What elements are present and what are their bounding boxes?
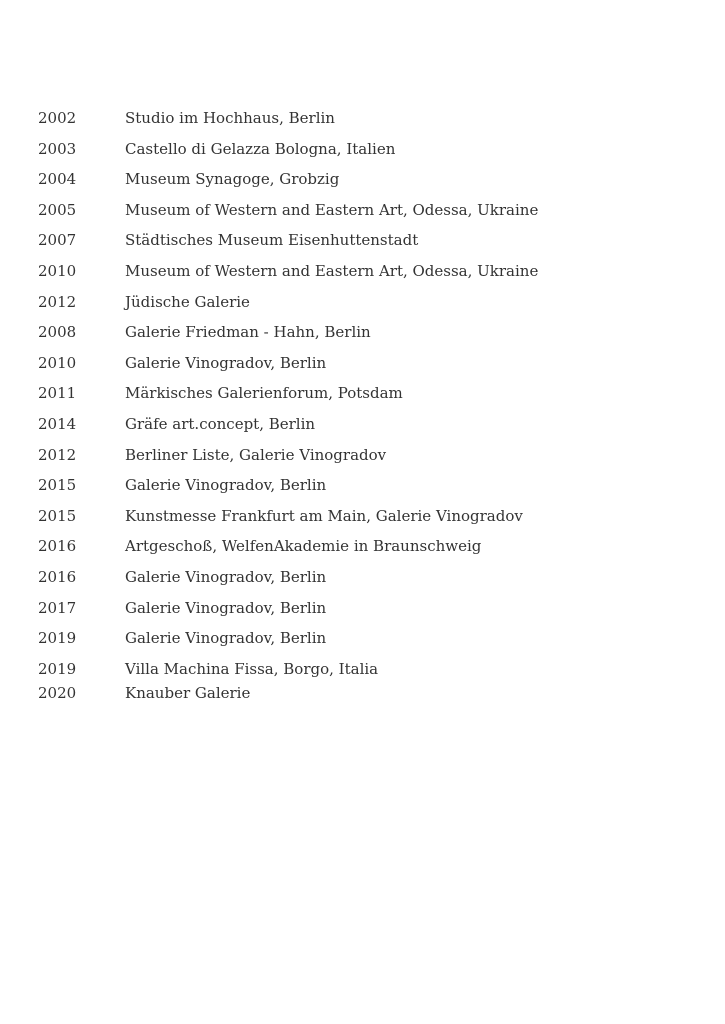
- exhibition-venue: Galerie Vinogradov, Berlin: [125, 567, 327, 586]
- exhibition-year: 2011: [38, 384, 77, 403]
- exhibition-year: 2010: [38, 261, 77, 280]
- exhibition-year: 2014: [38, 414, 77, 433]
- list-item: [38, 353, 698, 384]
- exhibition-venue: Artgeschoß, WelfenAkademie in Braunschweig: [125, 537, 482, 556]
- list-item: [38, 230, 698, 261]
- list-item: [38, 536, 698, 567]
- exhibition-venue: Jüdische Galerie: [125, 292, 250, 311]
- exhibition-venue: Galerie Friedman - Hahn, Berlin: [125, 323, 371, 342]
- list-item: [38, 292, 698, 323]
- exhibition-venue: Museum of Western and Eastern Art, Odessa, Ukraine: [125, 261, 539, 280]
- exhibition-year: 2019: [38, 659, 77, 678]
- exhibition-venue: Galerie Vinogradov, Berlin: [125, 476, 327, 495]
- list-item: [38, 200, 698, 231]
- exhibition-venue: Knauber Galerie: [125, 683, 251, 702]
- list-item: [38, 108, 698, 139]
- exhibition-venue: Castello di Gelazza Bologna, Italien: [125, 139, 396, 158]
- list-item: [38, 139, 698, 170]
- list-item: [38, 261, 698, 292]
- exhibition-year: 2003: [38, 139, 77, 158]
- exhibition-venue: Märkisches Galerienforum, Potsdam: [125, 384, 403, 403]
- list-item: [38, 567, 698, 598]
- list-item: [38, 169, 698, 200]
- exhibition-venue: Kunstmesse Frankfurt am Main, Galerie Vinogradov: [125, 506, 523, 525]
- exhibition-year: 2019: [38, 629, 77, 648]
- exhibition-year: 2016: [38, 537, 77, 556]
- exhibition-year: 2005: [38, 200, 77, 219]
- list-item: [38, 659, 698, 683]
- exhibition-year: 2008: [38, 323, 77, 342]
- exhibition-year: 2010: [38, 353, 77, 372]
- list-item: [38, 506, 698, 537]
- exhibition-year: 2020: [38, 683, 77, 702]
- exhibition-venue: Gräfe art.concept, Berlin: [125, 414, 316, 433]
- exhibition-year: 2007: [38, 231, 77, 250]
- exhibition-list: [38, 108, 698, 707]
- exhibition-venue: Museum of Western and Eastern Art, Odessa, Ukraine: [125, 200, 539, 219]
- exhibition-venue: Städtisches Museum Eisenhuttenstadt: [125, 231, 419, 250]
- exhibition-venue: Villa Machina Fissa, Borgo, Italia: [125, 659, 379, 678]
- list-item: [38, 445, 698, 476]
- exhibition-year: 2012: [38, 292, 77, 311]
- list-item: [38, 414, 698, 445]
- exhibition-year: 2017: [38, 598, 77, 617]
- exhibition-year: 2015: [38, 506, 77, 525]
- exhibition-venue: Studio im Hochhaus, Berlin: [125, 109, 335, 127]
- list-item: [38, 628, 698, 659]
- exhibition-venue: Galerie Vinogradov, Berlin: [125, 353, 327, 372]
- exhibition-year: 2002: [38, 109, 77, 127]
- exhibition-venue: Berliner Liste, Galerie Vinogradov: [125, 445, 387, 464]
- exhibition-year: 2015: [38, 476, 77, 495]
- exhibition-venue: Galerie Vinogradov, Berlin: [125, 629, 327, 648]
- exhibition-venue: Galerie Vinogradov, Berlin: [125, 598, 327, 617]
- exhibition-year: 2004: [38, 170, 77, 189]
- list-item: [38, 475, 698, 506]
- list-item: [38, 598, 698, 629]
- list-item: [38, 383, 698, 414]
- exhibition-year: 2012: [38, 445, 77, 464]
- exhibition-venue: Museum Synagoge, Grobzig: [125, 170, 340, 189]
- exhibition-year: 2016: [38, 567, 77, 586]
- list-item: [38, 683, 698, 707]
- list-item: [38, 322, 698, 353]
